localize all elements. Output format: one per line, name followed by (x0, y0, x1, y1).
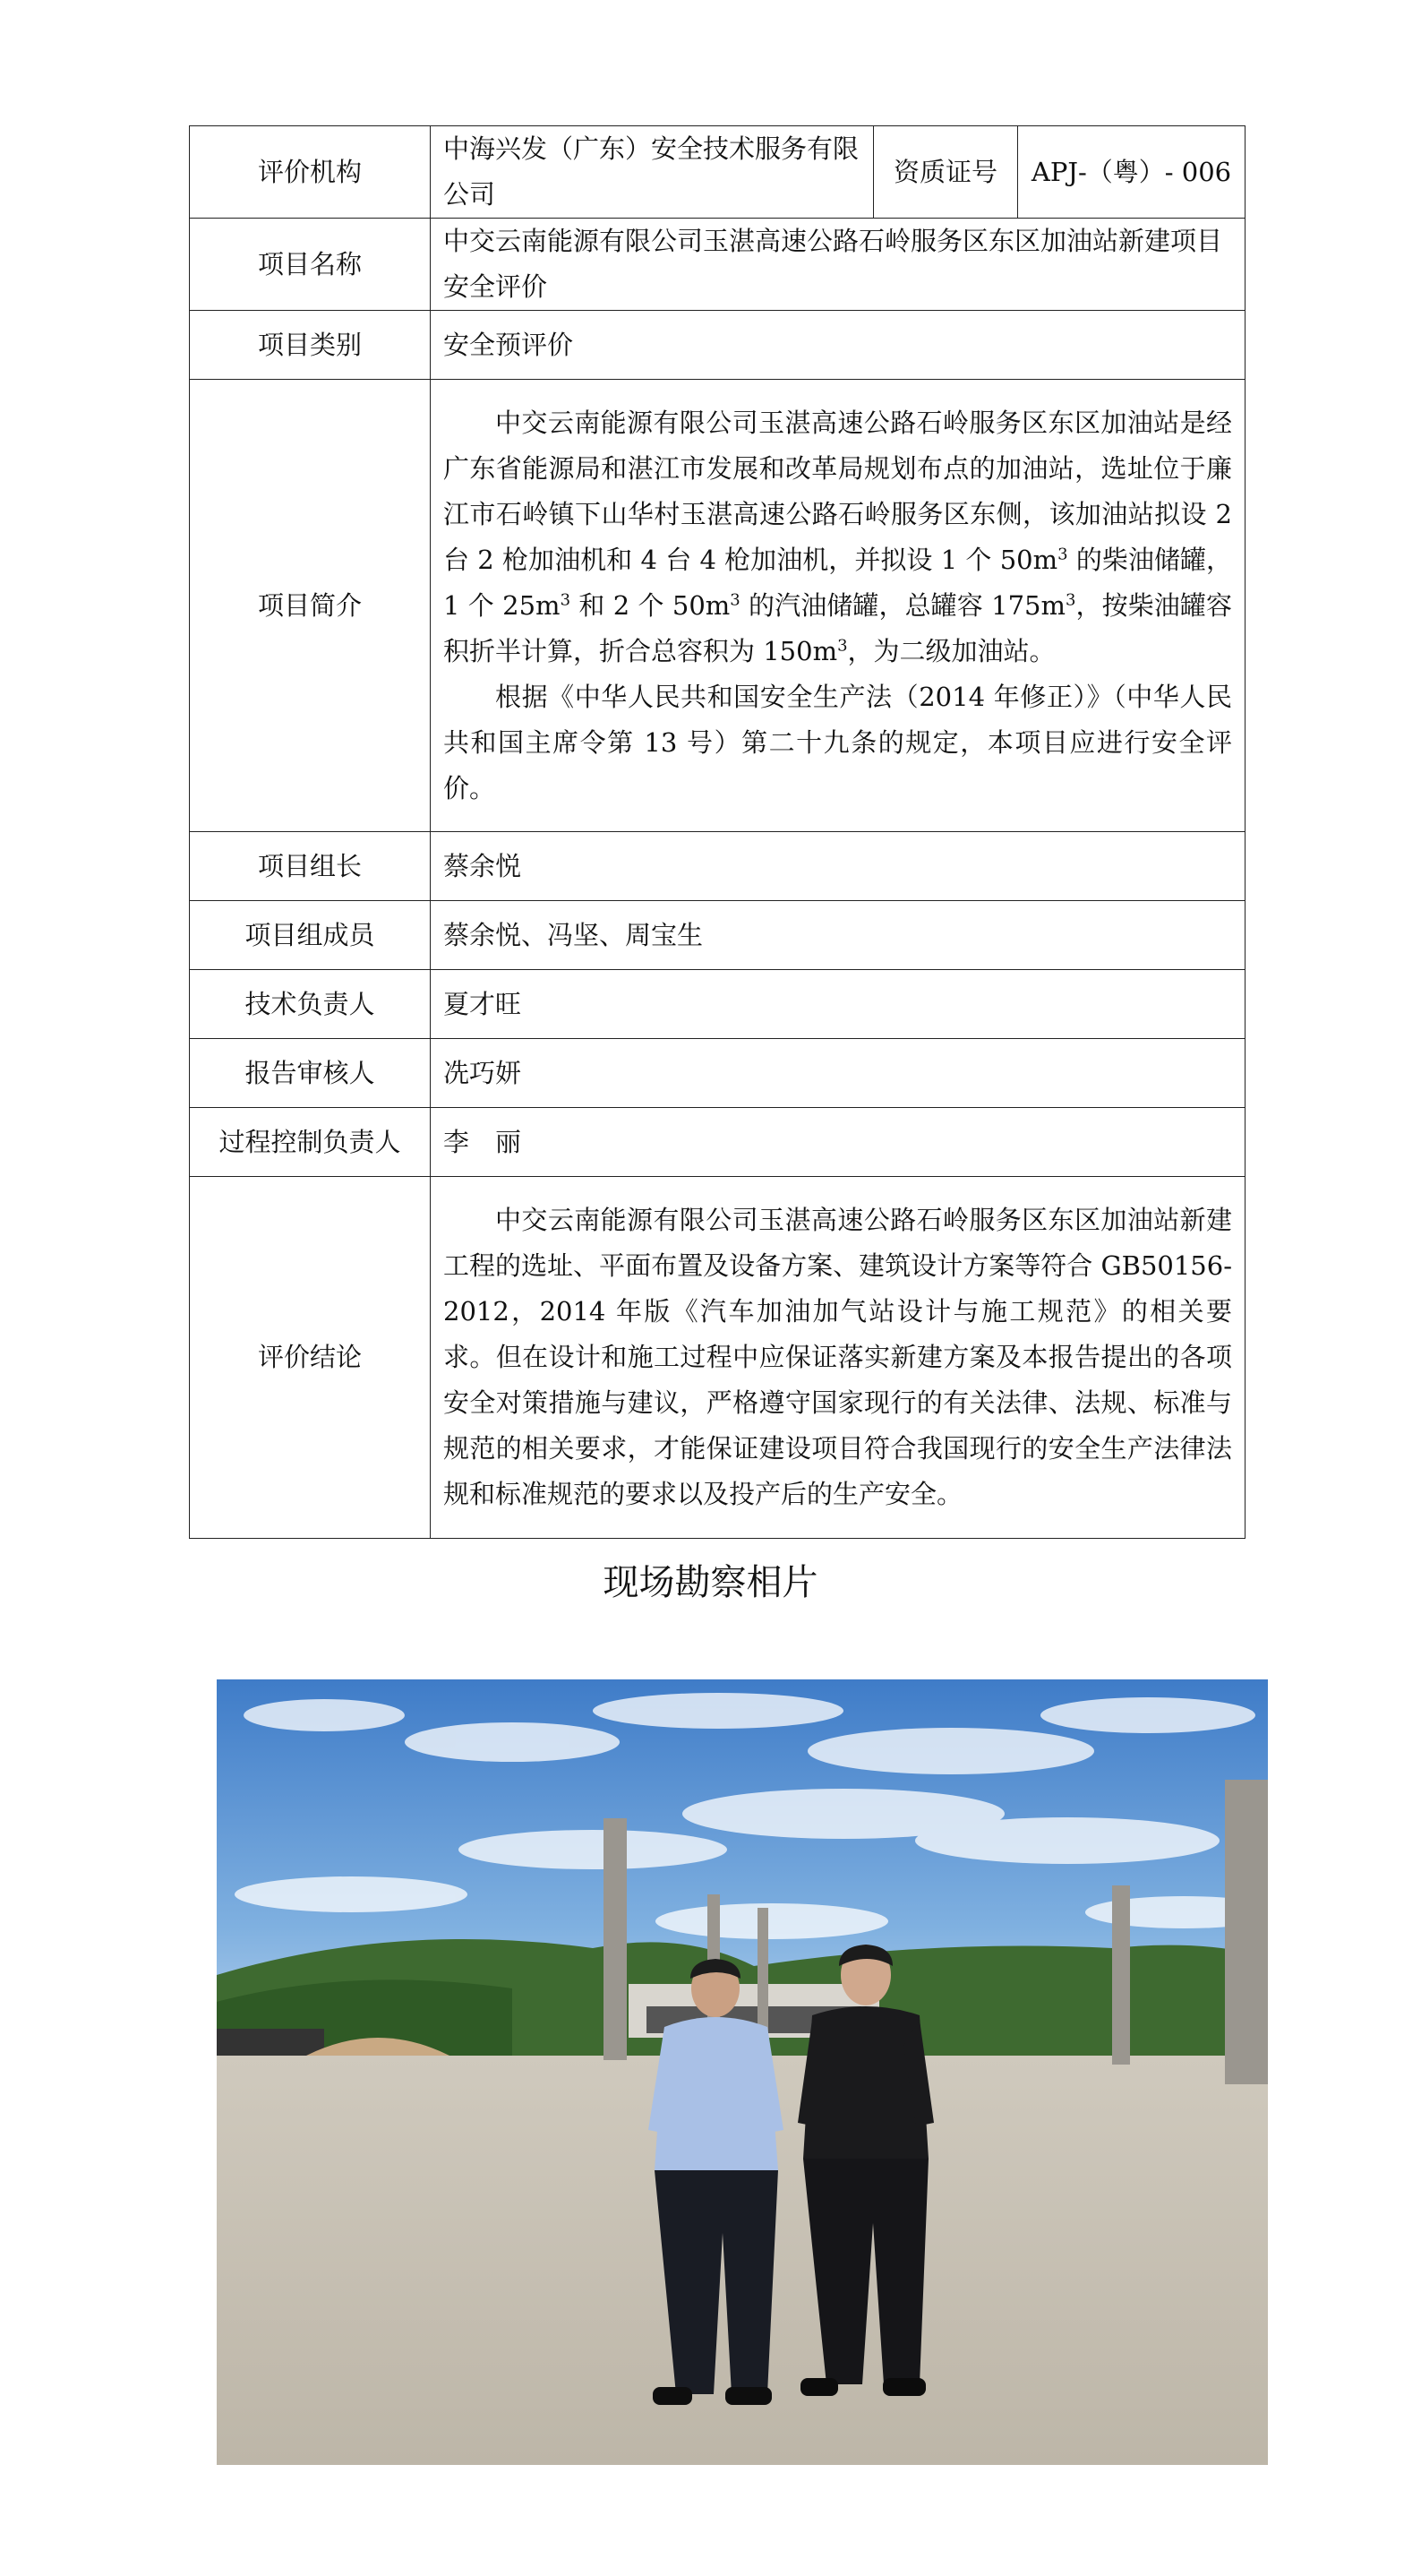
process-label: 过程控制负责人 (190, 1108, 431, 1177)
leader-label: 项目组长 (190, 832, 431, 901)
site-photo-image (217, 1679, 1268, 2465)
tech-label: 技术负责人 (190, 970, 431, 1039)
intro-value (431, 380, 1246, 832)
evaluation-info-table (189, 125, 1246, 1539)
type-label: 项目类别 (190, 311, 431, 380)
intro-paragraph-2: 根据《中华人民共和国安全生产法（2014 年修正）》（中华人民共和国主席令第 13 号）第二十九条的规定，本项目应进行安全评价。 (443, 681, 1232, 803)
site-survey-photo (217, 1679, 1268, 2465)
cert-value: APJ-（粤）- 006 (1018, 126, 1246, 219)
name-value: 中交云南能源有限公司玉湛高速公路石岭服务区东区加油站新建项目安全评价 (431, 219, 1246, 311)
conclusion-value (431, 1177, 1246, 1539)
type-value: 安全预评价 (431, 311, 1246, 380)
org-label: 评价机构 (190, 126, 431, 219)
process-value: 李 丽 (431, 1108, 1246, 1177)
intro-label: 项目简介 (190, 380, 431, 832)
photo-title: 现场勘察相片 (603, 1562, 818, 1603)
conclusion-paragraph: 中交云南能源有限公司玉湛高速公路石岭服务区东区加油站新建工程的选址、平面布置及设备方案、建筑设计方案等符合 GB50156-2012，2014 年版《汽车加油加气站设计与施工规范》的相关要求。但在设计和施工过程中应保证落实新建方案及本报告提出的各项安全对策措施与建议，严格遵守国家现行的有关法律、法规、标准与规范的相关要求，才能保证建设项目符合我国现行的安全生产法律法规和标准规范的要求以及投产后的生产安全。 (443, 1205, 1232, 1509)
conclusion-label: 评价结论 (190, 1177, 431, 1539)
org-value: 中海兴发（广东）安全技术服务有限公司 (431, 126, 874, 219)
members-label: 项目组成员 (190, 901, 431, 970)
name-label: 项目名称 (190, 219, 431, 311)
intro-paragraph-1: 中交云南能源有限公司玉湛高速公路石岭服务区东区加油站是经广东省能源局和湛江市发展和改革局规划布点的加油站，选址位于廉江市石岭镇下山华村玉湛高速公路石岭服务区东侧，该加油站拟设 2 台 2 枪加油机和 4 台 4 枪加油机，并拟设 1 个 $50m^3$ 的柴油储罐，1 个 $25m^3$ 和 2 个 $50m^3$ 的汽油储罐，总罐容 $175m^3$，按柴油罐容积折半计算，折合总容积为 $150m^3$，为二级加油站。 (443, 407, 1233, 666)
leader-value: 蔡余悦 (431, 832, 1246, 901)
review-label: 报告审核人 (190, 1039, 431, 1108)
review-value: 冼巧妍 (431, 1039, 1246, 1108)
cert-label: 资质证号 (874, 126, 1018, 219)
tech-value: 夏才旺 (431, 970, 1246, 1039)
members-value: 蔡余悦、冯坚、周宝生 (431, 901, 1246, 970)
